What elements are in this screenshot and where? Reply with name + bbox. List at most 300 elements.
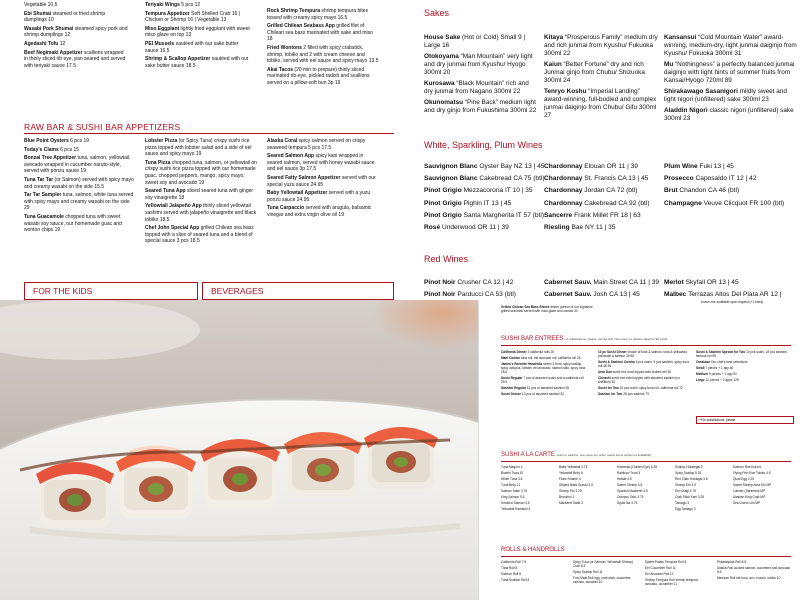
sake-column-2	[544, 34, 658, 123]
sake-item-detail: “Man Mountain” very light and dry junmai from Kyushu/ Hyogo 300ml 20	[424, 53, 533, 76]
menu-item	[145, 2, 253, 9]
roll-item: Spicy Tuna (or Salmon/ Yellowtail/ Shrimp) Crab 8.5	[573, 560, 634, 568]
alacarte-item: Squid Ika 3.75	[617, 501, 638, 505]
menu-item-name: Chef John Special App	[145, 225, 200, 232]
entree-item-name: Sushi for Two	[598, 386, 619, 390]
roll-column-4	[717, 560, 791, 582]
menu-item	[267, 205, 377, 218]
menu-item-name: PEI Mussels	[145, 40, 175, 47]
alacarte-title: SUSHI A LA CARTE	[501, 452, 555, 458]
menu-item-name: Seared Fatty Salmon Appetizer	[267, 174, 341, 181]
menu-item	[145, 160, 257, 186]
entree-item-detail: select 3 from: spicy scallop, spicy octopus, lobster, eel avocado, salmon skin, spicy tuna 26.5	[501, 362, 586, 374]
menu-item	[24, 214, 134, 234]
wine-item-detail: Pighin IT 13 | 45	[461, 199, 512, 207]
entree-item-detail: Our chef's best selections	[710, 360, 748, 364]
entree-item	[598, 350, 690, 358]
wine-item	[424, 198, 542, 210]
sake-item-name: Otokoyama	[424, 53, 459, 60]
raw-bar-heading: RAW BAR & SUSHI BAR APPETIZERS	[24, 122, 181, 132]
menu-item-name: Blue Point Oysters	[24, 138, 69, 144]
roll-item: Philadelphia Roll 8.5	[717, 560, 747, 564]
wine-item	[544, 161, 662, 173]
entree-item	[598, 386, 690, 390]
entree-item-name: 10 pc Sushi Dinner	[598, 350, 627, 354]
wine-item	[544, 185, 662, 197]
sake-item-name: Kurosawa	[424, 80, 455, 87]
menu-item-detail: Soft Shelled Crab 16 | Chicken or Shrimp 16 | Vegetable 13	[145, 10, 240, 24]
roll-item: Alaska Roll cooked salmon, cucumber and avocado 8.5	[717, 566, 791, 574]
entree-item	[501, 392, 589, 396]
wine-item	[664, 198, 800, 210]
alacarte-item: Scallop Hotategai 5	[675, 465, 703, 469]
alacarte-item: Sweet Shrimp 4.5	[617, 483, 643, 487]
alacarte-item: Smoked Salmon 3.5	[501, 501, 530, 505]
menu-item-detail: chopped tuna with sweet wasabi soy sauce, our homemade guac and wonton chips 19	[24, 213, 122, 234]
entrees-subtitle: no substitutions, please	[565, 337, 597, 341]
wine-item-detail: Cakebread CA 75 (btl)	[477, 175, 545, 183]
wine-item-name: Pinot Grigio	[424, 199, 462, 207]
alacarte-item: King Salmon 5.5	[501, 495, 525, 499]
entree-item-name: Sushi Deluxe	[501, 392, 522, 396]
sake-item	[664, 34, 798, 58]
menu-item-detail: 6 pcs 19	[68, 138, 90, 144]
entree-item-name: Sushi & Sashimi Combo	[598, 360, 635, 364]
alacarte-item: Yellowtail Belly 6	[559, 471, 583, 475]
menu-item-detail: steamed or fried shrimp dumplings 10	[24, 10, 106, 24]
sake-item-name: Kitaya	[544, 34, 564, 41]
sake-item-name: Shirakawago Sasanigori	[664, 88, 738, 95]
wine-item	[424, 289, 542, 300]
entree-item	[501, 356, 589, 360]
wine-item-detail: Cakebread CA 92 (btl)	[582, 199, 650, 207]
alacarte-item: Octopus Tako 3.75	[617, 495, 644, 499]
wine-item-detail: Crusher CA 12 | 42	[455, 279, 514, 286]
beverages-box	[202, 282, 394, 300]
entree-column-2	[598, 350, 690, 398]
alacarte-item: Tuna Belly 11	[501, 483, 521, 487]
wine-item	[424, 210, 545, 222]
menu-item-detail: thinly sliced yellowtail sashimi served with jalapeño vinaigrette and black tobiko 18.5	[145, 203, 257, 223]
alacarte-item: Baby Yellowtail 4.75	[559, 465, 588, 469]
menu-item-detail: served with arugula, balsamic vinegar and extra virgin olive oil 19	[267, 205, 372, 218]
entree-item-detail: 28 pcs sashimi 73	[622, 392, 649, 396]
wine-item-detail: Santa Margherita IT 57 (btl)	[461, 211, 545, 219]
sake-item-name: Okunomatsu	[424, 99, 464, 106]
menu-item	[24, 50, 128, 70]
wine-item	[544, 210, 662, 222]
wine-item-name: Merlot	[664, 279, 684, 286]
wine-item	[544, 277, 662, 289]
roll-column-3	[645, 560, 711, 588]
entree-item-detail: 6 pcs sushi, 9 pcs sashimi, spicy tuna roll 48.95	[598, 360, 689, 368]
sushi-roll-photo	[0, 300, 478, 600]
menu-item-detail: grilled filet of Chilean sea bass marinated with sake and miso 18	[267, 23, 373, 43]
roll-item: Eel Cucumber Roll 11	[645, 566, 676, 570]
entree-item-name: Small	[696, 366, 705, 370]
roll-item: Mexican Roll ebi tuna, avo. crunch, tobiko 10	[717, 576, 781, 580]
alacarte-item: Alaskan King Crab MP	[733, 495, 766, 499]
alacarte-item: Shrimp Ebi 3.25	[559, 489, 582, 493]
menu-item	[145, 41, 253, 54]
menu-item-name: Lobster Pizza	[145, 138, 178, 144]
menu-item	[24, 147, 134, 154]
wine-item-detail: Oyster Bay NZ 13 | 45	[477, 163, 545, 170]
entree-item	[501, 362, 589, 374]
wine-item-name: Pinot Noir	[424, 279, 456, 286]
entree-item-name: Medium	[696, 372, 709, 376]
wine-item	[664, 277, 800, 289]
menu-item-name: Miso Eggplant	[145, 25, 180, 32]
wine-item-name: Rosé	[424, 224, 441, 232]
raw-bar-column-1	[24, 138, 134, 236]
raw-bar-divider	[24, 133, 394, 134]
menu-item	[24, 26, 128, 39]
sake-column-1	[424, 34, 538, 118]
no-substitutions-box: **No substitutions, please	[696, 416, 794, 424]
sake-item	[424, 34, 538, 50]
alacarte-item: Crab Stick Kani 3.25	[675, 495, 705, 499]
menu-item-name: Tar Tar Sampler	[24, 192, 62, 199]
wine-item-detail: Elouan OR 11 | 39	[582, 163, 638, 170]
wine-item-name: Pinot Grigio	[424, 211, 462, 219]
alacarte-item: Red Clam Hokkigai 3.5	[675, 477, 708, 481]
rolls-heading	[501, 547, 565, 553]
menu-item-detail: lightly fried eggplant with sweet miso glaze on top 13	[145, 25, 250, 39]
menu-item-name: Beef Negimaki Appetizer	[24, 49, 83, 56]
menu-item	[145, 56, 253, 69]
entree-item-detail: 7 pcs of assorted sushi and a california roll 29.5	[501, 376, 584, 384]
menu-item-detail: tuna, salmon, yellowtail, avocado wrapped in cucumber naruto-style, served with ponzu sauce 19	[24, 155, 131, 175]
roll-item: Tuna Roll 8	[501, 566, 518, 570]
wine-item-detail: St. Francis CA 13 | 45	[582, 175, 649, 183]
entree-item-name: Large	[696, 378, 705, 382]
wine-item-name: Pinot Noir	[424, 291, 456, 299]
entree-item	[696, 378, 791, 382]
roll-column-1	[501, 560, 567, 584]
sake-item-name: Aladdin Nigori	[664, 107, 708, 114]
sake-item-detail: “Black Mountain” rich and dry junmai from Nagano 300ml 22	[424, 80, 529, 95]
raw-bar-column-2	[145, 138, 257, 247]
wine-item-detail: Fuki 13 | 45	[697, 163, 734, 170]
menu-item-name: Yellowtail Jalapeño App	[145, 203, 202, 210]
sake-item	[424, 53, 538, 77]
wine-item-name: Pinot Grigio	[424, 187, 462, 195]
white-wines-heading: White, Sparkling, Plum Wines	[424, 140, 543, 150]
menu-item	[267, 175, 377, 188]
sake-item	[664, 88, 798, 104]
menu-item-name: Tuna Tar Tar	[24, 176, 54, 183]
sake-item	[664, 61, 798, 85]
sushi-a-la-carte-heading	[501, 452, 651, 458]
alacarte-item: Salmon Roe Ikura 6	[733, 465, 762, 469]
sake-item-detail: mildly sweet and light nigori (unfiltered) sake 300ml 23	[664, 88, 787, 103]
menu-item-detail: served with our special yuzu sauce 24.95	[267, 174, 376, 188]
entree-item-name: Uma Don	[598, 370, 612, 374]
alacarte-divider	[501, 461, 791, 462]
wine-item	[424, 222, 542, 234]
menu-item-name: Shrimp & Scallop Appetizer	[145, 56, 211, 63]
sake-item-name: Mu	[664, 61, 674, 68]
wine-item-detail: Veuve Clicquot FR 100 (btl)	[701, 199, 785, 207]
entree-item-detail: 9 pieces + 1 app 90	[708, 372, 737, 376]
menu-item-name: Agedashi Tofu	[24, 40, 59, 47]
menu-item-detail: grilled Chilean sea bass topped with a slice of seared tuna and a blend of special sauce 3 pcs 18.5	[145, 225, 254, 245]
menu-item-name: Today's Clams	[24, 146, 59, 153]
roll-item: Spicy Scallop Roll 11	[573, 570, 603, 574]
wine-item-name: Cabernet Sauv.	[544, 279, 592, 286]
menu-item	[145, 188, 257, 201]
sake-item-detail: “Nothingness” a perfectly balanced junmai daiginjo with light hints of summer fruits from Kansai/Hyogo 720ml 89	[664, 61, 795, 84]
wine-item-name: Brut	[664, 187, 678, 195]
entree-item	[501, 386, 589, 390]
raw-bar-column-3	[267, 138, 377, 221]
entrees-subtitle-2: served with miso soup (or garden salad for $2 extra)	[598, 337, 668, 341]
white-wine-column-3	[664, 161, 800, 210]
alacarte-item: Shrimp Ebi 3.5	[675, 483, 696, 487]
menu-item-name: Tuna Guacamole	[24, 213, 64, 220]
white-wine-column-1	[424, 161, 545, 234]
red-wine-column-3	[664, 277, 800, 300]
roll-item: Sweet Potato Tempura Roll 8	[645, 560, 687, 564]
entree-item	[598, 370, 690, 374]
alacarte-item: Rainbow Trout 3	[617, 471, 641, 475]
wine-item	[544, 222, 662, 234]
menu-item	[145, 138, 257, 158]
alacarte-item: Striped Bass Suzuki 3.5	[559, 483, 593, 487]
sake-item-detail: “Prosperous Family” medium dry and rich junmai from Kyushu/ Fukuoka 300ml 22	[544, 34, 658, 57]
roll-item: Salmon Roll 8	[501, 572, 521, 576]
entree-item-name: Sashimi Regular	[501, 386, 526, 390]
wine-item-detail: Main Street CA 11 | 39	[591, 279, 660, 286]
entree-item-name: Maki Combo	[501, 356, 520, 360]
entree-item	[598, 392, 690, 396]
rolls-title: ROLLS & HANDROLLS	[501, 547, 565, 553]
beverages-heading: BEVERAGES	[211, 286, 264, 296]
alacarte-item: Egg Tamago 3	[675, 507, 696, 511]
sake-item-detail: classic nigori (unfiltered) sake 300ml 23	[664, 107, 794, 122]
menu-item	[24, 2, 128, 9]
menu-item-name: Tuna Carpaccio	[267, 205, 305, 212]
entree-item-detail: 3 california rolls 20	[526, 350, 555, 354]
menu-item	[145, 11, 253, 24]
entrees-title: SUSHI BAR ENTREES	[501, 336, 564, 342]
entree-item-detail: 12 pcs of assorted sashimi 35	[525, 386, 570, 390]
wine-item-name: Plum Wine	[664, 163, 698, 170]
sake-item-name: Kaiun	[544, 61, 562, 68]
menu-item	[24, 41, 128, 48]
wine-item-name: Chardonnay	[544, 175, 583, 183]
entree-item	[598, 376, 690, 384]
menu-item-name: Ebi Shumai	[24, 10, 52, 17]
alacarte-item: Bluefin Tuna 10	[501, 471, 524, 475]
entree-item	[501, 376, 589, 384]
roll-item: Tuna Scallion Roll 8	[501, 578, 530, 582]
sake-item	[424, 80, 538, 96]
entree-item-name: Chirashi	[598, 376, 611, 380]
entree-item	[598, 360, 690, 368]
menu-item-name: Tempura Appetizer	[145, 10, 190, 17]
sake-item-detail: “Better Fortune” dry and rich Junmai ginjo from Chubu/ Shizuoka 300ml 24	[544, 61, 645, 84]
menu-item-name: Tuna Pizza	[145, 159, 171, 166]
entree-item-detail: 7 pieces + 1 app 60	[704, 366, 734, 370]
menu-item-detail: served with a yuzu ponzu sauce 24.95	[267, 190, 371, 203]
alacarte-item: Fluke Hirame 4	[559, 477, 581, 481]
alacarte-item: Eel Unagi 4.75	[675, 489, 696, 493]
wine-item-name: Riesling	[544, 224, 570, 232]
menu-item	[24, 192, 134, 212]
wine-item-name: Sancerre	[544, 211, 573, 219]
alacarte-item: Tuna Maguro 4	[501, 465, 523, 469]
sake-column-3	[664, 34, 798, 126]
alacarte-item: Quail Egg 2.25	[733, 477, 755, 481]
menu-item-name: Teriyaki Wings	[145, 2, 180, 8]
appetizer-column-1	[24, 2, 128, 71]
menu-item-detail: sautéed with our sake butter sauce 16.5	[145, 40, 239, 54]
wine-item	[424, 173, 545, 185]
roll-item: Futo Maki Roll egg, crab stick, cucumber, oshinko, avocado 10	[573, 576, 632, 584]
entree-item-name: Sushi & Sashimi Special for Two	[696, 350, 746, 354]
menu-item-detail: (20 min to prepare) thinly sliced marinated rib-eye, pickled radish and scallions served on a pillow-soft bun 3p 19	[267, 66, 370, 86]
menu-item-detail: tuna, salmon, white tuna served with spicy mayo and creamy wasabi on the side 29	[24, 192, 134, 212]
wine-item	[664, 185, 800, 197]
entrees-divider	[501, 345, 791, 346]
sake-item-name: House Sake	[424, 34, 461, 41]
menu-item-detail: sautéed with our sake butter sauce 18.5	[145, 56, 249, 69]
menu-item	[145, 225, 257, 245]
entree-item	[696, 360, 791, 364]
wine-item-detail: Frank Millet FR 18 | 63	[572, 211, 641, 219]
wine-item	[424, 185, 542, 197]
menu-item	[145, 203, 257, 223]
red-wine-column-2	[544, 277, 662, 300]
menu-item	[267, 138, 377, 151]
wine-item-name: Chardonnay	[544, 163, 583, 170]
roll-item: Shrimp Tempura Roll shrimp tempura, avocado, cucumber 11	[645, 578, 699, 586]
wine-item	[424, 277, 542, 289]
wine-item	[664, 161, 800, 173]
menu-item-detail: sliced seared tuna with ginger soy vinaigrette 18	[145, 188, 254, 201]
sake-item	[544, 61, 658, 85]
menu-item-detail: steamed spicy pork and shrimp dumplings 12	[24, 25, 128, 39]
entree-item	[696, 372, 791, 376]
alacarte-item: Flying Fish Roe Tobiko 4.5	[733, 471, 771, 475]
wine-item-detail: Parducci CA 53 (btl)	[455, 291, 516, 299]
menu-item	[267, 67, 379, 87]
alacarte-subtitle: sushi or sashimi, one piece per order, select items subject to availability	[556, 453, 652, 457]
menu-item	[24, 138, 134, 145]
wine-item-name: Chardonnay	[544, 199, 583, 207]
wine-item-detail: Jordan CA 72 (btl)	[582, 187, 638, 195]
entree-item	[696, 366, 791, 370]
for-the-kids-box	[24, 282, 198, 300]
entree-column-3	[696, 350, 791, 384]
entree-item-detail: 16 pcs sushi, spicy tuna roll, california roll 72	[618, 386, 683, 390]
rolls-divider	[501, 556, 791, 557]
entree-item-name: California Dinner	[501, 350, 527, 354]
menu-item-name: Seared Tuna App	[145, 188, 186, 195]
menu-item-detail: 5 pcs 12	[179, 2, 201, 8]
menu-item-name: Rock Shrimp Tempura	[267, 8, 320, 14]
alacarte-item: Mackerel Saba 3	[559, 501, 583, 505]
menu-item	[267, 190, 377, 203]
menu-item-name: Baby Yellowtail Appetizer	[267, 190, 328, 197]
appetizers-scan	[0, 0, 420, 300]
entree-note	[501, 305, 597, 315]
entree-item-name: James's Favorite Handrolls	[501, 362, 543, 366]
entree-item-detail: dinner portion of our signature grilled sea bass served with miso glaze and carrots 30	[501, 305, 593, 313]
entree-item	[501, 350, 589, 354]
sakes-heading: Sakes	[424, 8, 450, 18]
sushi-plate-illustration	[0, 300, 478, 600]
alacarte-column-1	[501, 465, 556, 513]
menu-item-detail: scallions wrapped in thinly sliced rib eye, pan seared and served with teriyaki sauce 17.5	[24, 49, 126, 69]
alacarte-item: Sweet Shrimp Ama Ebi MP	[733, 483, 772, 487]
alacarte-item: Sea Urchin Uni MP	[733, 501, 761, 505]
sake-item	[544, 88, 658, 120]
menu-item	[145, 26, 253, 39]
sushi-bar-entrees-heading	[501, 336, 667, 342]
wine-item-name: Champagne	[664, 199, 702, 207]
entree-item-detail: sushi rice bowl topped with assorted sashimi (no shellfish) 35	[598, 376, 681, 384]
alacarte-column-4	[675, 465, 730, 513]
entree-item-name: Sushi Regular	[501, 376, 523, 380]
menu-item	[24, 177, 134, 190]
entree-item-detail: sushi rice bowl topped with broiled eel 36	[612, 370, 672, 374]
alacarte-item: Spanish Mackerel 4.5	[617, 489, 648, 493]
entree-item-detail: 10 pcs sushi, 18 pcs sashimi, famous roll 89	[696, 350, 788, 358]
wine-item-name: Chardonnay	[544, 187, 583, 195]
menu-item-detail: 6 pcs 15	[58, 146, 80, 153]
menu-item-name: Wasabi Pork Shumai	[24, 25, 74, 32]
sake-item	[544, 34, 658, 58]
red-wines-heading: Red Wines	[424, 254, 469, 264]
alacarte-item: Salmon Sake 3.75	[501, 489, 528, 493]
entree-item-detail: choice of tuna & salmon, tuna & yellowtail, yellowtail & salmon 39.95	[598, 350, 688, 358]
appetizer-column-2	[145, 2, 253, 71]
wine-item-name: Cabernet Sauv.	[544, 291, 592, 299]
menu-item-name: Akai Tacos	[267, 66, 294, 73]
wine-item-detail: Terrazas Altos Del Plata AR 12 |	[686, 291, 782, 299]
menu-item-name: Alaska Coral	[267, 138, 298, 144]
alacarte-item: Tamago 3	[675, 501, 689, 505]
menu-item-detail: shrimp tempura bites tossed with creamy spicy mayo 16.5	[267, 8, 369, 21]
alacarte-item: Spicy Scallop 5.25	[675, 471, 702, 475]
for-the-kids-heading: FOR THE KIDS	[33, 286, 93, 296]
wine-item-detail: Bae NY 11 | 35	[569, 224, 616, 232]
entree-item-name: Grilled Chilean Sea Bass Entrée	[501, 305, 550, 309]
menu-item-name: Seared Salmon App	[267, 153, 315, 160]
wine-item	[544, 289, 662, 300]
menu-item-detail: (or Salmon) served with spicy mayo and creamy wasabi on the side 15.5	[24, 176, 134, 190]
wine-item-name: Prosecco	[664, 175, 694, 183]
sake-item	[664, 107, 798, 123]
entree-item-detail: 12 pieces + 2 apps 129	[704, 378, 739, 382]
alacarte-column-5	[733, 465, 793, 507]
wine-item-detail: Josh CA 13 | 45	[591, 291, 640, 299]
sake-wine-scan	[420, 0, 800, 300]
wine-item-detail: Underwood OR 11 | 39	[440, 224, 509, 232]
entree-item	[696, 350, 791, 358]
alacarte-item: Kinmedai (Golden Eye) 6.25	[617, 465, 658, 469]
wine-item-name: Malbec	[664, 291, 687, 299]
menu-item-name: Fried Wontons	[267, 44, 302, 51]
menu-item	[267, 23, 379, 43]
menu-item	[267, 45, 379, 65]
menu-item-detail: 2 filled with spicy crabstick, shrimp, tobiko and 2 with cream cheese and tobiko, served with eel sauce and spicy mayo 13.5	[267, 44, 379, 65]
wine-item	[544, 173, 662, 185]
menu-item-detail: spicy salmon served on crispy seaweed tempura 5 pcs 17.5	[267, 138, 366, 151]
